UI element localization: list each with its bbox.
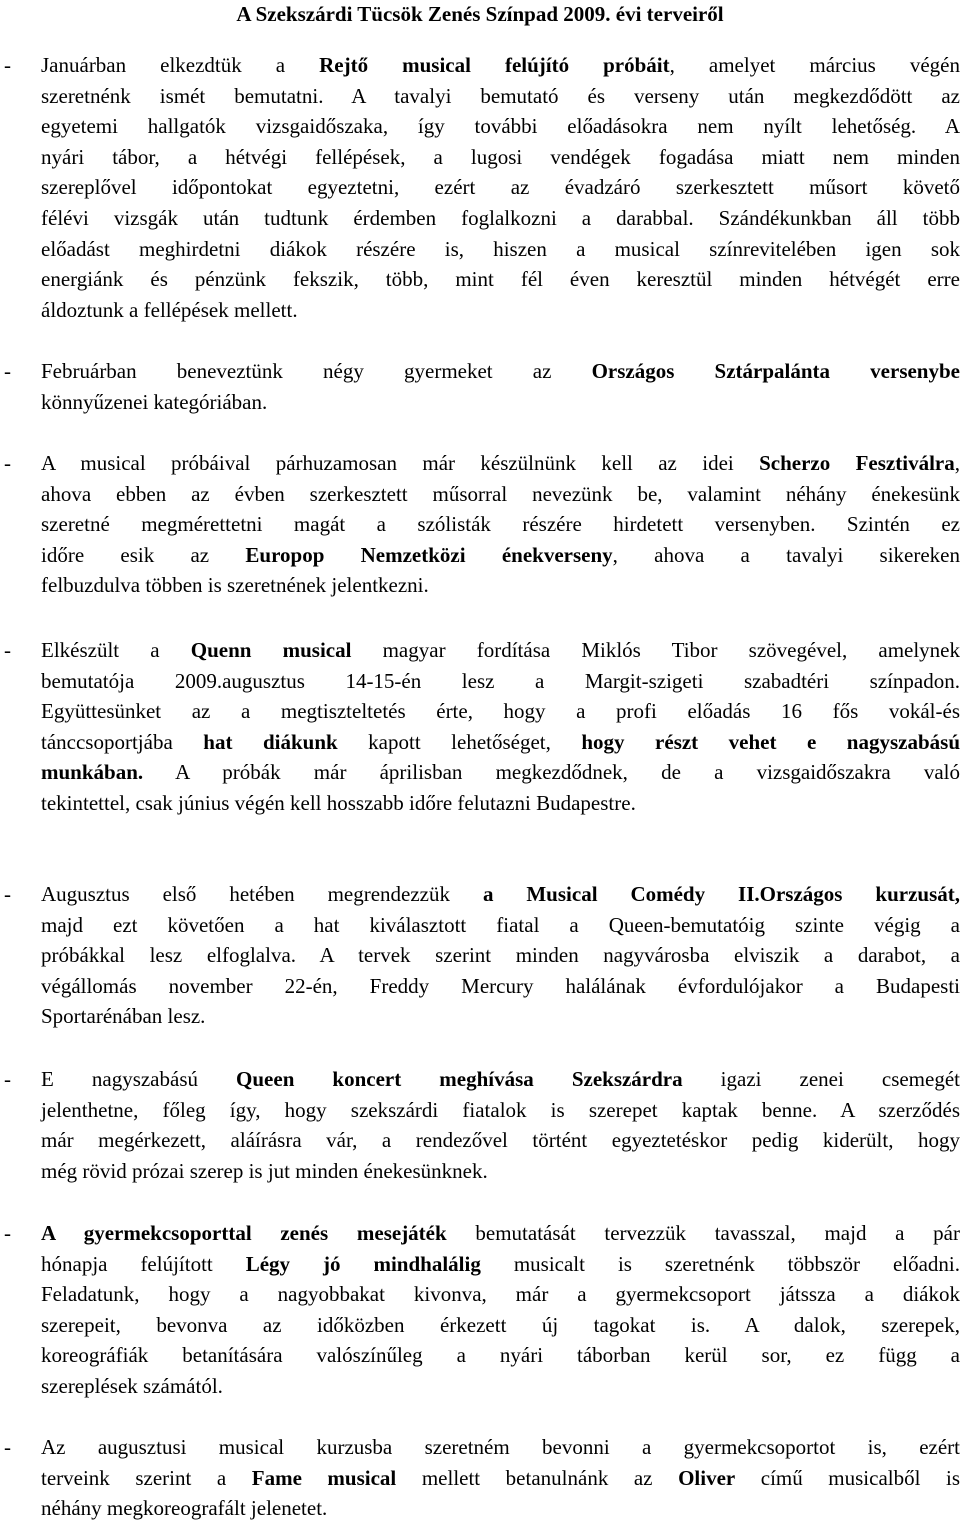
text-line xyxy=(41,234,960,265)
text-run: E nagyszabású xyxy=(41,1067,237,1091)
text-run: tánccsoportjába xyxy=(41,729,204,754)
text-line xyxy=(41,940,960,971)
text-run: egyetemi hallgatók vizsgaidőszaka, így további előadásokra nem nyílt lehetőség. A xyxy=(41,114,960,139)
text-run: kapott lehetőséget, xyxy=(337,729,582,754)
bullet-dash: - xyxy=(4,359,11,383)
bullet-dash: - xyxy=(4,1435,11,1459)
text-run: mellett betanulnánk az xyxy=(396,1465,679,1490)
text-run: Együttesünket az a megtiszteltetés érte, hogy a profi előadás 16 fős vokál-és xyxy=(41,699,960,724)
bold-text: A gyermekcsoporttal zenés mesejáték xyxy=(41,1221,447,1245)
text-line xyxy=(41,111,960,142)
bold-text: hat diákunk xyxy=(203,729,338,754)
text-run: Feladatunk, hogy a nagyobbakat kivonva, már a gyermekcsoport játssza a diákok xyxy=(41,1282,960,1307)
text-run: Januárban elkezdtük a xyxy=(41,53,320,77)
text-run: koreográfiák betanítására valószínűleg a nyári táborban kerül sor, ez függ a xyxy=(41,1343,960,1368)
text-line xyxy=(41,479,960,510)
text-line xyxy=(41,570,960,601)
text-run: A musical próbáival párhuzamosan már készülnünk kell az idei xyxy=(41,451,760,475)
text-line xyxy=(41,1340,960,1371)
text-line xyxy=(41,1310,960,1341)
text-run: szerepeit, bevonva az időközben érkezett új tagokat is. A dalok, szerepek, xyxy=(41,1312,960,1337)
bold-text: hogy részt vehet e nagyszabású xyxy=(581,729,960,754)
text-line xyxy=(41,203,960,234)
text-line xyxy=(41,757,960,788)
list-item xyxy=(0,356,960,417)
text-run: A próbák már áprilisban megkezdődnek, de a vizsgaidőszakra való xyxy=(143,760,960,785)
text-line xyxy=(41,540,960,571)
text-run: majd ezt követően a hat kiválasztott fiatal a Queen-bemutatóig szinte végig a xyxy=(41,912,960,937)
text-run: , xyxy=(954,451,960,475)
text-run: előadást meghirdetni diákok részére is, hiszen a musical színrevitelében igen sok xyxy=(41,236,960,261)
text-run: igazi zenei csemegét xyxy=(682,1067,960,1091)
text-run: energiánk és pénzünk fekszik, több, mint fél éven keresztül minden hétvégét erre xyxy=(41,267,960,292)
bullet-dash: - xyxy=(4,1067,11,1091)
list-item xyxy=(0,635,960,819)
text-line xyxy=(41,635,960,666)
bullet-dash: - xyxy=(4,1221,11,1245)
text-line xyxy=(41,264,960,295)
text-line xyxy=(41,509,960,540)
text-run: Sportarénában lesz. xyxy=(41,1004,206,1029)
text-line xyxy=(41,1432,960,1463)
paragraph xyxy=(41,1064,960,1186)
text-line xyxy=(41,1493,960,1524)
text-line xyxy=(41,910,960,941)
text-run: bemutatója 2009.augusztus 14-15-én lesz a Margit-szigeti szabadtéri színpadon. xyxy=(41,668,960,693)
bold-text: Europop Nemzetközi énekverseny xyxy=(245,542,613,567)
text-line xyxy=(41,1249,960,1280)
bullet-dash: - xyxy=(4,53,11,77)
bullet-dash: - xyxy=(4,882,11,906)
text-line xyxy=(41,81,960,112)
list-item xyxy=(0,1218,960,1402)
bold-text: Scherzo Fesztiválra xyxy=(759,451,955,475)
text-line xyxy=(41,666,960,697)
paragraph xyxy=(41,448,960,601)
bold-text: Fame musical xyxy=(251,1465,397,1490)
text-line xyxy=(41,1463,960,1494)
text-run: szereplővel időpontokat egyeztetni, ezért az évadzáró szerkesztett műsort követő xyxy=(41,175,960,200)
paragraph xyxy=(41,1218,960,1402)
text-line xyxy=(41,971,960,1002)
list-item xyxy=(0,1432,960,1524)
text-run: című musicalből is xyxy=(735,1465,960,1490)
text-run: félévi vizsgák után tudtunk érdemben foglalkozni a darabbal. Szándékunkban áll több xyxy=(41,205,960,230)
text-run: még rövid prózai szerep is jut minden énekesünknek. xyxy=(41,1158,488,1183)
text-run: könnyűzenei kategóriában. xyxy=(41,389,268,414)
paragraph xyxy=(41,50,960,325)
text-run: Februárban beneveztünk négy gyermeket az xyxy=(41,359,592,383)
text-line xyxy=(41,295,960,326)
list-item xyxy=(0,879,960,1032)
text-line xyxy=(41,448,960,479)
bullet-dash: - xyxy=(4,451,11,475)
document-title: A Szekszárdi Tücsök Zenés Színpad 2009. évi terveiről xyxy=(236,2,724,26)
text-line xyxy=(41,1279,960,1310)
text-run: szeretné megmérettetni magát a szólisták részére hirdetett versenyben. Szintén ez xyxy=(41,512,960,537)
paragraph xyxy=(41,1432,960,1524)
text-line xyxy=(41,696,960,727)
text-run: nyári tábor, a hétvégi fellépések, a lugosi vendégek fogadása miatt nem minden xyxy=(41,144,960,169)
text-line xyxy=(41,788,960,819)
list-item xyxy=(0,50,960,325)
text-run: felbuzdulva többen is szeretnének jelentkezni. xyxy=(41,573,429,598)
bold-text: Quenn musical xyxy=(190,638,352,662)
text-run: terveink szerint a xyxy=(41,1465,252,1490)
text-run: Augusztus első hetében megrendezzük xyxy=(41,882,483,906)
text-line xyxy=(41,387,960,418)
paragraph xyxy=(41,635,960,819)
text-run: végállomás november 22-én, Freddy Mercury halálának évfordulójakor a Budapesti xyxy=(41,973,960,998)
text-line xyxy=(41,1218,960,1249)
text-run: ahova ebben az évben szerkesztett műsorral nevezünk be, valamint néhány énekesünk xyxy=(41,481,960,506)
text-run: Az augusztusi musical kurzusba szeretném bevonni a gyermekcsoportot is, ezért xyxy=(41,1435,960,1459)
bullet-dash: - xyxy=(4,638,11,662)
text-line xyxy=(41,356,960,387)
text-run: szereplések számától. xyxy=(41,1373,223,1398)
text-line xyxy=(41,1095,960,1126)
text-line xyxy=(41,50,960,81)
bold-text: Oliver xyxy=(678,1465,736,1490)
text-line xyxy=(41,142,960,173)
paragraph xyxy=(41,879,960,1032)
bold-text: Légy jó mindhalálig xyxy=(245,1251,481,1276)
text-line xyxy=(41,1371,960,1402)
text-run: áldoztunk a fellépések mellett. xyxy=(41,297,298,322)
text-run: szeretnénk ismét bemutatni. A tavalyi bemutató és verseny után megkezdődött az xyxy=(41,83,960,108)
bold-text: Queen koncert meghívása Szekszárdra xyxy=(236,1067,683,1091)
text-run: , ahova a tavalyi sikereken xyxy=(612,542,960,567)
text-run: Elkészült a xyxy=(41,638,191,662)
text-line xyxy=(41,1064,960,1095)
text-run: hónapja felújított xyxy=(41,1251,246,1276)
text-run: tekintettel, csak június végén kell hosszabb időre felutazni Budapestre. xyxy=(41,790,636,815)
text-line xyxy=(41,1156,960,1187)
bold-text: a Musical Comédy II.Országos kurzusát, xyxy=(482,882,960,906)
list-item xyxy=(0,448,960,601)
bold-text: Rejtő musical felújító próbáit xyxy=(319,53,670,77)
bold-text: Országos Sztárpalánta versenybe xyxy=(591,359,960,383)
text-run: jelenthetne, főleg így, hogy szekszárdi fiatalok is szerepet kaptak benne. A szerződés xyxy=(41,1097,960,1122)
text-line xyxy=(41,879,960,910)
text-run: időre esik az xyxy=(41,542,246,567)
text-run: , amelyet március végén xyxy=(669,53,960,77)
text-run: próbákkal lesz elfoglalva. A tervek szerint minden nagyvárosba elviszik a darabot, a xyxy=(41,943,960,968)
text-run: magyar fordítása Miklós Tibor szövegével, amelynek xyxy=(351,638,960,662)
text-line xyxy=(41,1001,960,1032)
text-run: már megérkezett, aláírásra vár, a rendezővel történt egyeztetéskor pedig kiderült, hogy xyxy=(41,1128,960,1153)
text-run: bemutatását tervezzük tavasszal, majd a pár xyxy=(446,1221,960,1245)
bold-text: munkában. xyxy=(41,760,144,785)
text-line xyxy=(41,172,960,203)
paragraph xyxy=(41,356,960,417)
text-line xyxy=(41,727,960,758)
list-item xyxy=(0,1064,960,1186)
text-line xyxy=(41,1125,960,1156)
text-run: musicalt is szeretnénk többször előadni. xyxy=(480,1251,960,1276)
text-run: néhány megkoreografált jelenetet. xyxy=(41,1496,328,1521)
